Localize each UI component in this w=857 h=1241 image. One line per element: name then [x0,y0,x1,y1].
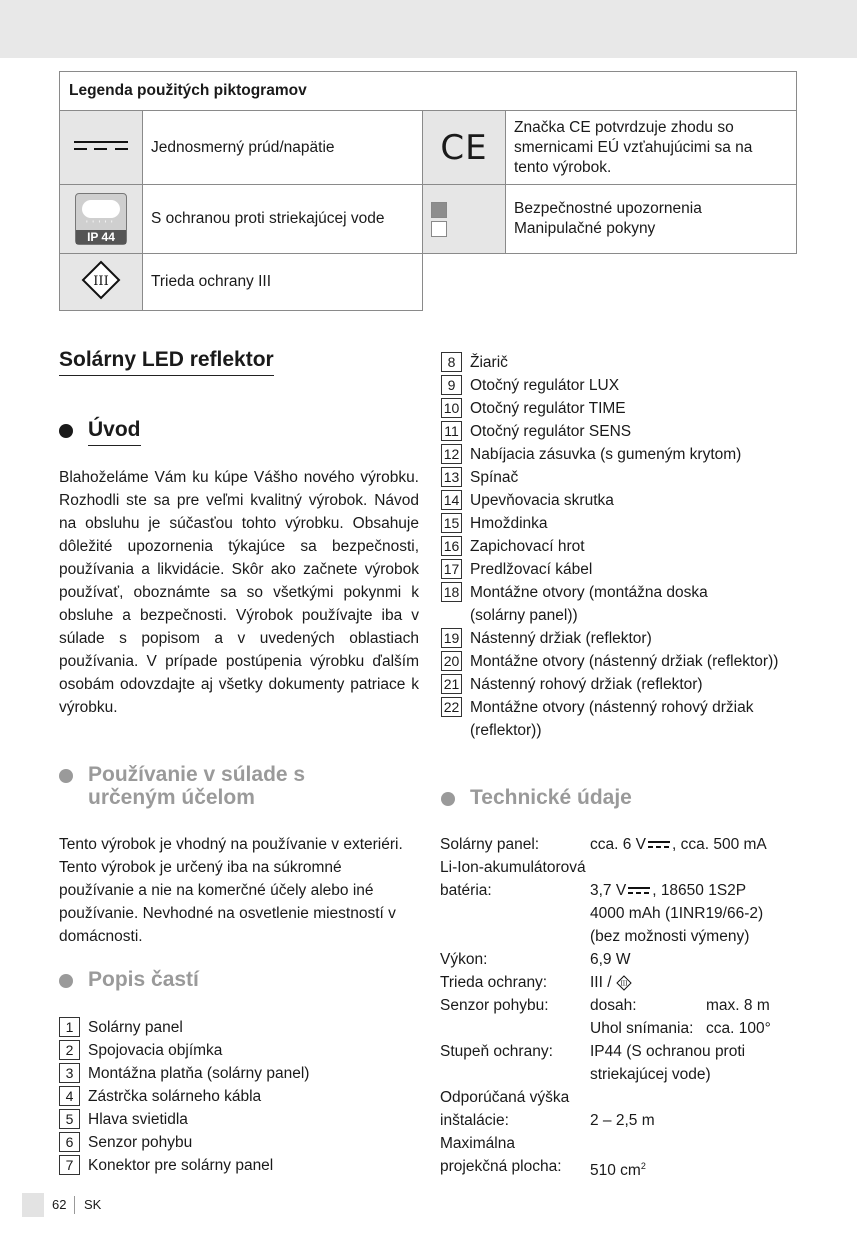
svg-text:III: III [93,273,109,289]
ip-text: S ochranou proti striekajúcej vode [143,185,423,254]
warnings-text [506,185,797,254]
protection-class-3-icon [81,260,121,300]
direct-current-icon [74,138,128,152]
bullet-icon [59,769,73,783]
handling-square-icon [431,221,447,237]
protection-class-3-icon [616,975,632,991]
dc-icon-cell [60,111,143,185]
ce-text: Značka CE potvrdzuje zhodu so smernicami EÚ vzťahujúcimi sa na tento výrobok. [506,111,797,185]
product-title: Solárny LED reflektor [59,348,274,376]
safety-square-icon [431,202,447,218]
legend-title: Legenda použitých piktogramov [60,72,797,111]
language-code: SK [84,1197,102,1212]
dc-text: Jednosmerný prúd/napätie [143,111,423,185]
bullet-icon [441,792,455,806]
dc-icon [648,841,670,849]
class3-icon-cell [60,254,143,311]
battery-note: (bez možnosti výmeny) [590,928,750,945]
battery-capacity: 4000 mAh (1INR19/66-2) [590,905,764,922]
intro-text: Blahoželáme Vám ku kúpe Vášho nového výrobku. Rozhodli ste sa pre veľmi kvalitný výrobok. Návod na obsluhu je súčasťou tohto výrobku. Obsahuje dôležité upozornenia týkajúce sa bezpečnosti, používania a likvidácie. Skôr ako začnete výrobok používať, oboznámte sa so všetkými pokynmi k obsluhe a bezpečnosti. Výrobok používajte iba v súlade s popisom a v uvedených oblastiach používania. V prípade postúpenia výrobku ďalším osobám odovzdajte aj všetky dokumenty patriace k výrobku. [59,469,419,716]
page-number: 62 [52,1197,67,1212]
height-label: Odporúčaná výška [440,1089,570,1106]
angle-label: Uhol snímania: [590,1020,694,1037]
bullet-icon [59,424,73,438]
warning-squares-cell [423,185,506,254]
top-bar [0,0,857,58]
area-label: Maximálna [440,1135,515,1152]
bullet-icon [59,974,73,988]
dc-icon [628,887,650,895]
class3-text: Trieda ochrany III [143,254,423,311]
ip-badge-label: IP 44 [76,230,126,244]
ce-mark-icon: CE [440,127,488,168]
safety-text: Bezpečnostné upozornenia [514,200,702,217]
angle-value: cca. 100° [706,1020,771,1037]
ip-icon-cell [60,185,143,254]
handling-text: Manipulačné pokyny [514,220,656,237]
ce-icon-cell [423,111,506,185]
ip-value-2: striekajúcej vode) [590,1066,711,1083]
svg-text:III: III [620,980,628,988]
usage-text: Tento výrobok je vhodný na používanie v exteriéri. Tento výrobok je určený iba na súkromné používanie a nie na komerčné účely alebo iné používanie. Nevhodné na osvetlenie miestností v domácnosti. [59,836,403,945]
pictogram-legend-table [59,71,797,311]
ip44-splash-icon: ' ' ' ' ' IP 44 [75,193,127,245]
